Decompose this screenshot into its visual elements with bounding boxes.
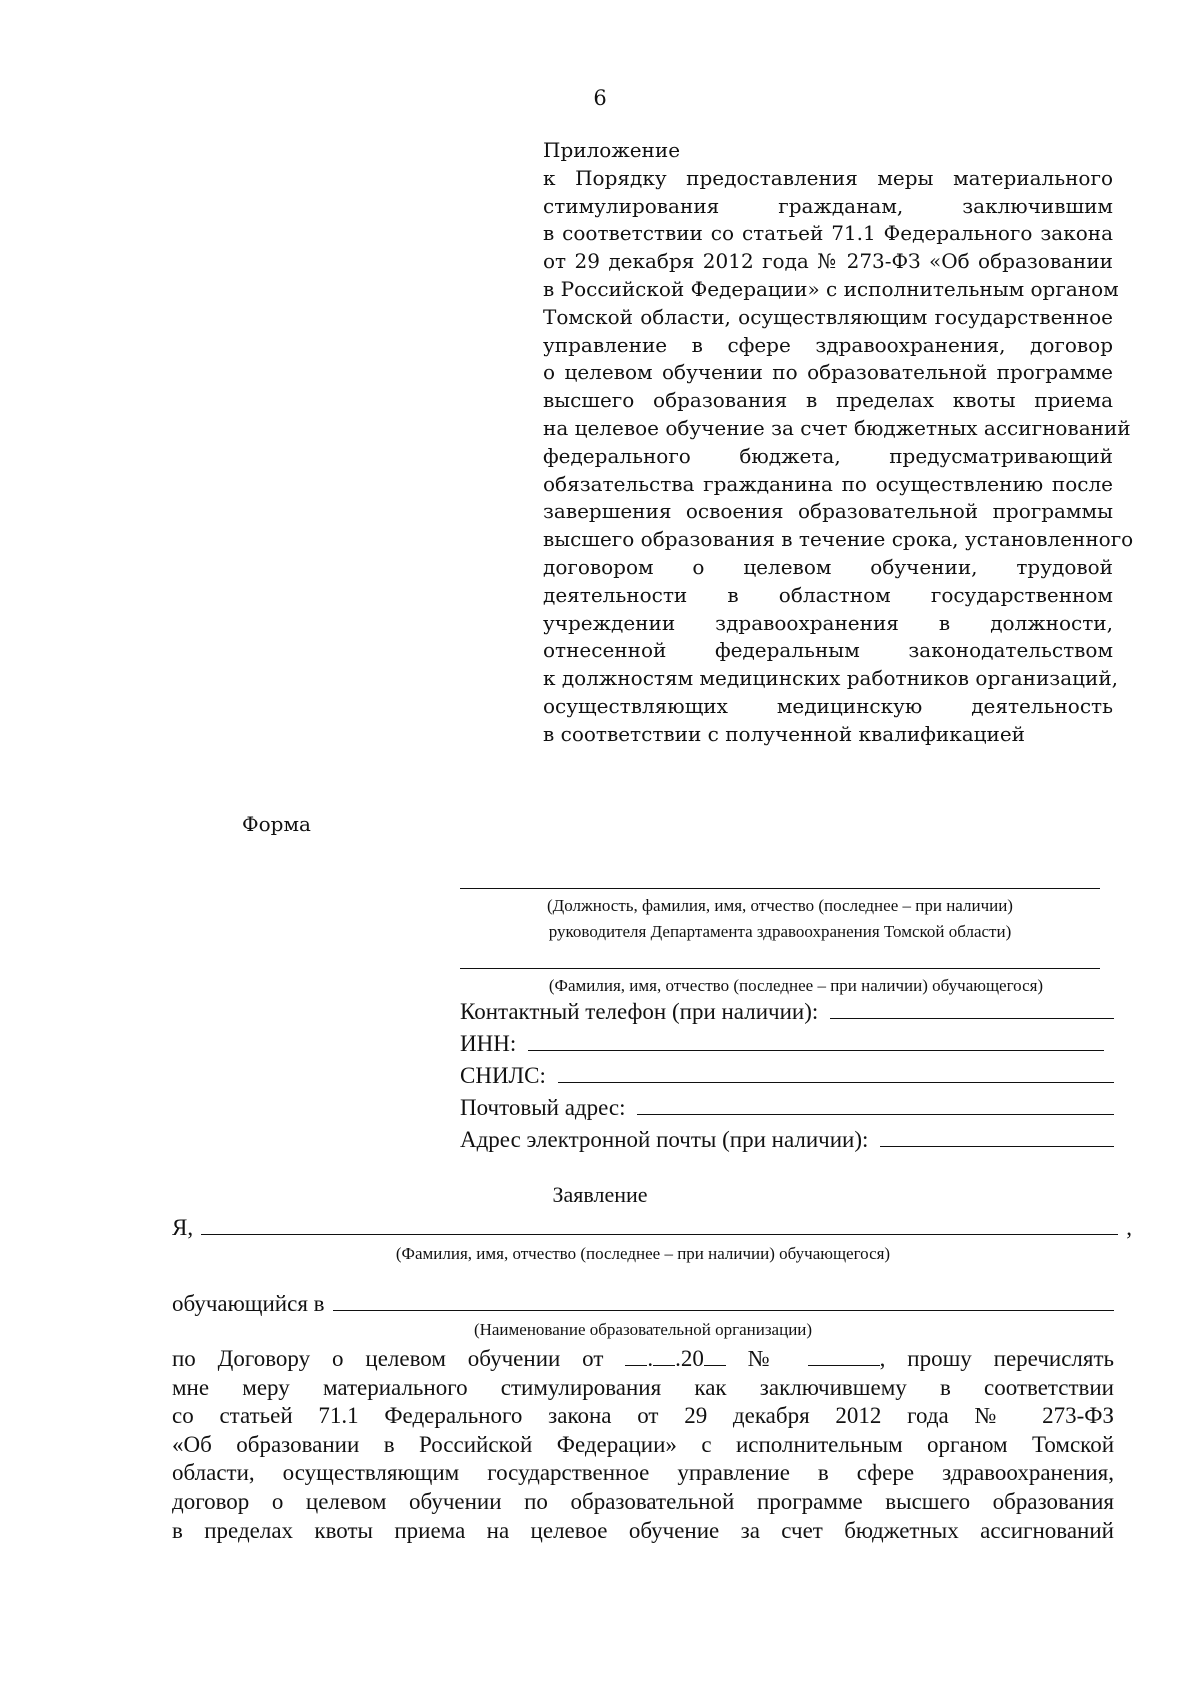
appendix-line: завершения освоения образовательной программы [543, 499, 1113, 524]
page-number: 6 [593, 86, 607, 110]
contact-block [460, 996, 1114, 1156]
contract-text-b: , прошу перечислять [879, 1346, 1114, 1371]
snils-label: СНИЛС: [460, 1063, 552, 1088]
statement-paragraph [172, 1345, 1114, 1545]
postal-label: Почтовый адрес: [460, 1095, 632, 1120]
appendix-line: отнесенной федеральным законодательством [543, 638, 1113, 663]
statement-line: договор о целевом обучении по образовательной программе высшего образования [172, 1488, 1114, 1514]
addressee-field[interactable] [460, 888, 1100, 889]
statement-line: в пределах квоты приема на целевое обучение за счет бюджетных ассигнований [172, 1517, 1114, 1543]
ya-label: Я, [172, 1215, 194, 1240]
ya-row [172, 1212, 1132, 1241]
contract-date-dot: . [647, 1346, 654, 1371]
inn-row [460, 1028, 1114, 1060]
appendix-line: в соответствии с полученной квалификацией [543, 721, 1026, 746]
organization-caption: (Наименование образовательной организации) [473, 1320, 813, 1339]
ya-comma: , [1126, 1215, 1132, 1240]
appendix-line: высшего образования в течение срока, установленного [543, 527, 1134, 552]
appendix-line: стимулирования гражданам, заключившим [543, 193, 1113, 218]
snils-field[interactable] [558, 1060, 1114, 1083]
appendix-block [543, 137, 1134, 749]
appendix-line: Томской области, осуществляющим государственное [543, 304, 1113, 329]
email-label: Адрес электронной почты (при наличии): [460, 1127, 875, 1152]
appendix-line: федерального бюджета, предусматривающий [543, 443, 1113, 468]
appendix-line: к должностям медицинских работников организаций, [543, 666, 1119, 691]
contract-number-field[interactable] [808, 1347, 880, 1366]
inn-label: ИНН: [460, 1031, 522, 1056]
applicant-name-field[interactable] [460, 968, 1100, 969]
contract-year-prefix: .20 [675, 1346, 704, 1371]
snils-row [460, 1060, 1114, 1092]
statement-heading: Заявление [552, 1182, 648, 1207]
appendix-line: к Порядку предоставления меры материального [543, 165, 1113, 190]
fio-caption: (Фамилия, имя, отчество (последнее – при наличии) обучающегося) [395, 1244, 891, 1263]
email-row [460, 1124, 1114, 1156]
phone-field[interactable] [830, 996, 1114, 1019]
student-in-label: обучающийся в [172, 1291, 325, 1316]
statement-line: «Об образовании в Российской Федерации» с исполнительным органом Томской [172, 1431, 1114, 1457]
inn-field[interactable] [528, 1028, 1104, 1051]
appendix-line: о целевом обучении по образовательной программе [543, 360, 1113, 385]
fio-field[interactable] [201, 1212, 1118, 1235]
statement-line-contract [172, 1345, 1114, 1374]
contract-number-sign: № [747, 1346, 786, 1371]
contract-month-field[interactable] [653, 1347, 675, 1366]
appendix-line: в Российской Федерации» с исполнительным органом [543, 276, 1119, 301]
contract-text-a: по Договору о целевом обучении от [172, 1346, 604, 1371]
appendix-line: на целевое обучение за счет бюджетных ассигнований [543, 415, 1131, 440]
appendix-line: деятельности в областном государственном [543, 582, 1113, 607]
appendix-line: от 29 декабря 2012 года № 273-ФЗ «Об образовании [543, 249, 1113, 274]
appendix-line: обязательства гражданина по осуществлению после [543, 471, 1113, 496]
student-in-row [172, 1288, 1114, 1317]
contract-day-field[interactable] [625, 1347, 647, 1366]
appendix-line: высшего образования в пределах квоты приема [543, 388, 1113, 413]
appendix-title: Приложение [543, 138, 681, 162]
phone-row [460, 996, 1114, 1028]
postal-row [460, 1092, 1114, 1124]
postal-field[interactable] [637, 1092, 1114, 1115]
appendix-line: осуществляющих медицинскую деятельность [543, 693, 1113, 718]
phone-label: Контактный телефон (при наличии): [460, 999, 824, 1024]
applicant-name-caption: (Фамилия, имя, отчество (последнее – при наличии) обучающегося) [548, 976, 1044, 995]
addressee-caption-line1: (Должность, фамилия, имя, отчество (последнее – при наличии) [547, 896, 1013, 915]
addressee-caption-line2: руководителя Департамента здравоохранения Томской области) [548, 922, 1012, 941]
appendix-line: в соответствии со статьей 71.1 Федерального закона [543, 221, 1113, 246]
appendix-line: договором о целевом обучении, трудовой [543, 554, 1113, 579]
form-label: Форма [242, 812, 311, 836]
statement-line: со статьей 71.1 Федерального закона от 29 декабря 2012 года № 273-ФЗ [172, 1403, 1114, 1429]
statement-line: мне меру материального стимулирования как заключившему в соответствии [172, 1374, 1114, 1400]
organization-field[interactable] [333, 1288, 1114, 1311]
email-field[interactable] [880, 1124, 1114, 1147]
contract-year-field[interactable] [704, 1347, 726, 1366]
statement-line: области, осуществляющим государственное управление в сфере здравоохранения, [172, 1460, 1114, 1486]
appendix-line: учреждении здравоохранения в должности, [543, 610, 1113, 635]
appendix-line: управление в сфере здравоохранения, договор [543, 332, 1113, 357]
